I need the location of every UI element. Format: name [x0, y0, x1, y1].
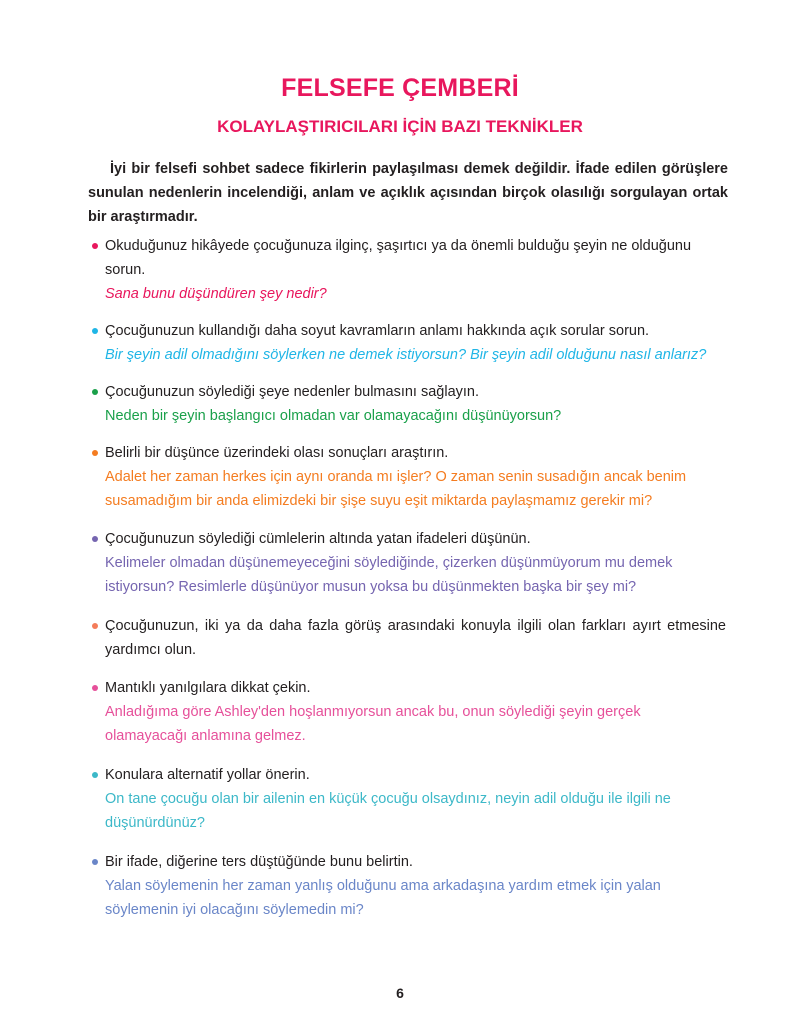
technique-item-6 [92, 614, 726, 662]
technique-item-1 [92, 234, 726, 306]
technique-example: Anladığıma göre Ashley'den hoşlanmıyorsun ancak bu, onun söylediği şeyin gerçek olamayacağı anlamına gelmez. [105, 704, 641, 744]
bullet-icon [92, 859, 98, 865]
page-subtitle: KOLAYLAŞTIRICILARI İÇİN BAZI TEKNİKLER [217, 117, 583, 136]
technique-text: Çocuğunuzun söylediği şeye nedenler bulmasını sağlayın. [105, 384, 480, 400]
technique-text: Belirli bir düşünce üzerindeki olası sonuçları araştırın. [105, 445, 449, 461]
technique-example: Adalet her zaman herkes için aynı oranda mı işler? O zaman senin susadığın ancak benim susamadığım bir anda elimizdeki bir şişe suyu eşit miktarda paylaşmamız gerekir mi? [105, 469, 687, 509]
technique-text: Okuduğunuz hikâyede çocuğunuza ilginç, şaşırtıcı ya da önemli bulduğu şeyin ne olduğunu sorun. [105, 238, 692, 278]
page-title: FELSEFE ÇEMBERİ [281, 74, 519, 102]
technique-item-7 [92, 676, 726, 748]
technique-text: Çocuğunuzun kullandığı daha soyut kavramların anlamı hakkında açık sorular sorun. [105, 323, 650, 339]
technique-item-4 [92, 441, 726, 513]
bullet-icon [92, 328, 98, 334]
technique-example: Yalan söylemenin her zaman yanlış olduğunu ama arkadaşına yardım etmek için yalan söylemenin iyi olacağını söylemedin mi? [105, 878, 661, 918]
bullet-icon [92, 536, 98, 542]
bullet-icon [92, 389, 98, 395]
bullet-icon [92, 685, 98, 691]
intro-paragraph: İyi bir felsefi sohbet sadece fikirlerin paylaşılması demek değildir. İfade edilen görüşlere sunulan nedenlerin incelendiği, anlam ve açıklık açısından birçok olasılığı sorgulayan ortak bir araştırmadır. [88, 161, 728, 225]
technique-example: Sana bunu düşündüren şey nedir? [105, 286, 327, 302]
technique-example: Bir şeyin adil olmadığını söylerken ne demek istiyorsun? Bir şeyin adil olduğunu nasıl anlarız? [105, 347, 707, 363]
technique-item-2 [92, 319, 726, 367]
technique-text: Mantıklı yanılgılara dikkat çekin. [105, 680, 311, 696]
bullet-icon [92, 450, 98, 456]
bullet-icon [92, 243, 98, 249]
page-number: 6 [396, 985, 404, 1001]
technique-item-3 [92, 380, 726, 428]
technique-text: Konulara alternatif yollar önerin. [105, 767, 310, 783]
technique-text: Bir ifade, diğerine ters düştüğünde bunu belirtin. [105, 854, 413, 870]
technique-example: On tane çocuğu olan bir ailenin en küçük çocuğu olsaydınız, neyin adil olduğu ile ilgili ne düşünürdünüz? [105, 791, 671, 831]
technique-example: Neden bir şeyin başlangıcı olmadan var olamayacağını düşünüyorsun? [105, 408, 562, 424]
technique-item-8 [92, 763, 726, 835]
technique-text: Çocuğunuzun söylediği cümlelerin altında yatan ifadeleri düşünün. [105, 531, 531, 547]
technique-item-5 [92, 527, 726, 599]
technique-example: Kelimeler olmadan düşünemeyeceğini söylediğinde, çizerken düşünmüyorum mu demek istiyorsun? Resimlerle düşünüyor musun yoksa bu düşünmekten başka bir şey mi? [105, 555, 673, 595]
bullet-icon [92, 772, 98, 778]
bullet-icon [92, 623, 98, 629]
technique-text: Çocuğunuzun, iki ya da daha fazla görüş arasındaki konuyla ilgili olan farkları ayırt etmesine yardımcı olun. [105, 618, 726, 658]
technique-item-9 [92, 850, 726, 922]
